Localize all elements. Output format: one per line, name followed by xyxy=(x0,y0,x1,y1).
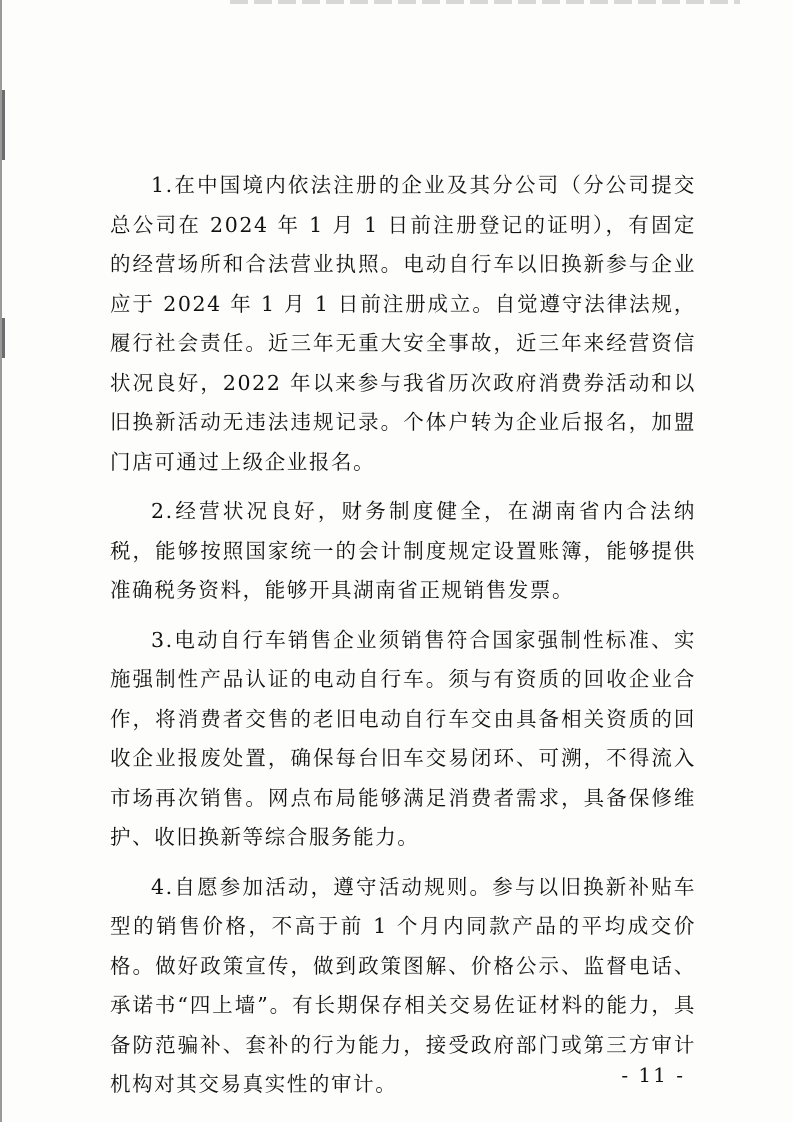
paragraph-1: 1.在中国境内依法注册的企业及其分公司（分公司提交总公司在 2024 年 1 月 1 日前注册登记的证明），有固定的经营场所和合法营业执照。电动自行车以旧换新参与企业应于 2024 年 1 月 1 日前注册成立。自觉遵守法律法规，履行社会责任。近三年无重大安全事故，近三年来经营资信状况良好，2022 年以来参与我省历次政府消费券活动和以旧换新活动无违法违规记录。个体户转为企业后报名，加盟门店可通过上级企业报名。 xyxy=(110,173,696,474)
scan-top-artifact xyxy=(230,0,740,4)
scan-mark xyxy=(2,90,5,160)
page-number: - 11 - xyxy=(621,1063,685,1087)
paragraph-2: 2.经营状况良好，财务制度健全，在湖南省内合法纳税，能够按照国家统一的会计制度规定设置账簿，能够提供准确税务资料，能够开具湖南省正规销售发票。 xyxy=(110,499,696,602)
paragraph-4: 4.自愿参加活动，遵守活动规则。参与以旧换新补贴车型的销售价格，不高于前 1 个月内同款产品的平均成交价格。做好政策宣传，做到政策图解、价格公示、监督电话、承诺书“四上墙”。有长期保存相关交易佐证材料的能力，具备防范骗补、套补的行为能力，接受政府部门或第三方审计机构对其交易真实性的审计。 xyxy=(110,874,696,1096)
body-text xyxy=(110,166,696,1115)
scan-edge xyxy=(0,0,2,1122)
scan-mark xyxy=(2,318,5,358)
paragraph-3: 3.电动自行车销售企业须销售符合国家强制性标准、实施强制性产品认证的电动自行车。须与有资质的回收企业合作，将消费者交售的老旧电动自行车交由具备相关资质的回收企业报废处置，确保每台旧车交易闭环、可溯，不得流入市场再次销售。网点布局能够满足消费者需求，具备保修维护、收旧换新等综合服务能力。 xyxy=(110,627,696,849)
